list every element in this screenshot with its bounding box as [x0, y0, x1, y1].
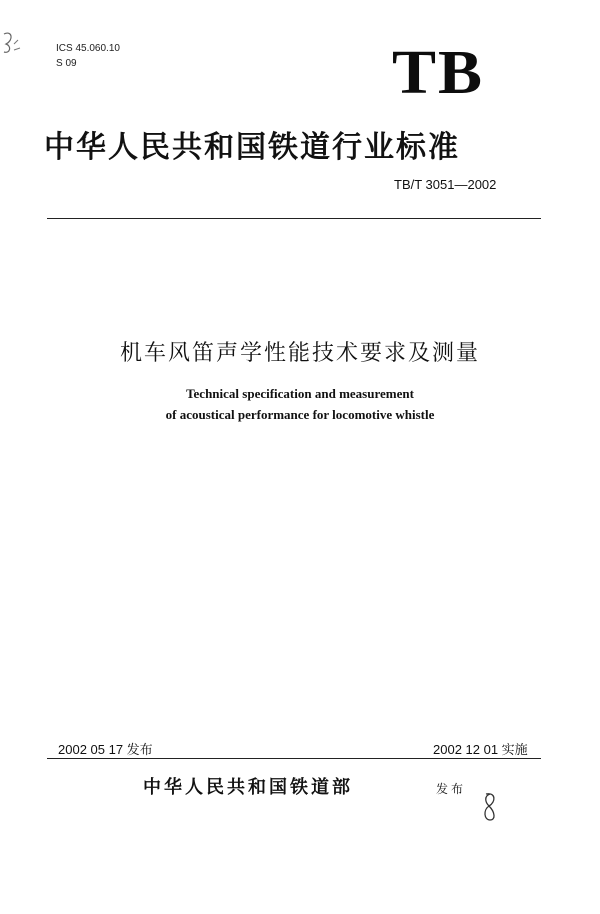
standard-number: TB/T 3051—2002 — [394, 177, 497, 192]
english-title-line-2: of acoustical performance for locomotive whistle — [165, 407, 435, 422]
document-title-chinese: 机车风笛声学性能技术要求及测量 — [119, 341, 480, 366]
ccs-code: S 09 — [56, 58, 77, 69]
issuing-authority: 中华人民共和国铁道部 — [143, 777, 353, 798]
footer-divider — [47, 758, 541, 759]
handwritten-mark-bottom-right — [480, 790, 502, 826]
classification-codes — [56, 41, 120, 71]
implementation-date: 2002 12 01 实施 — [433, 742, 528, 757]
issue-date: 2002 05 17 发布 — [58, 742, 153, 757]
document-title-english — [0, 383, 600, 425]
issuing-action: 发布 — [436, 782, 467, 796]
header-divider — [47, 218, 541, 219]
english-title-line-1: Technical specification and measurement — [186, 386, 414, 401]
ics-code: ICS 45.060.10 — [56, 43, 120, 54]
standard-category-title: 中华人民共和国铁道行业标准 — [44, 130, 460, 165]
handwritten-mark-top-left — [0, 30, 24, 64]
tb-logo: TB — [392, 37, 485, 108]
